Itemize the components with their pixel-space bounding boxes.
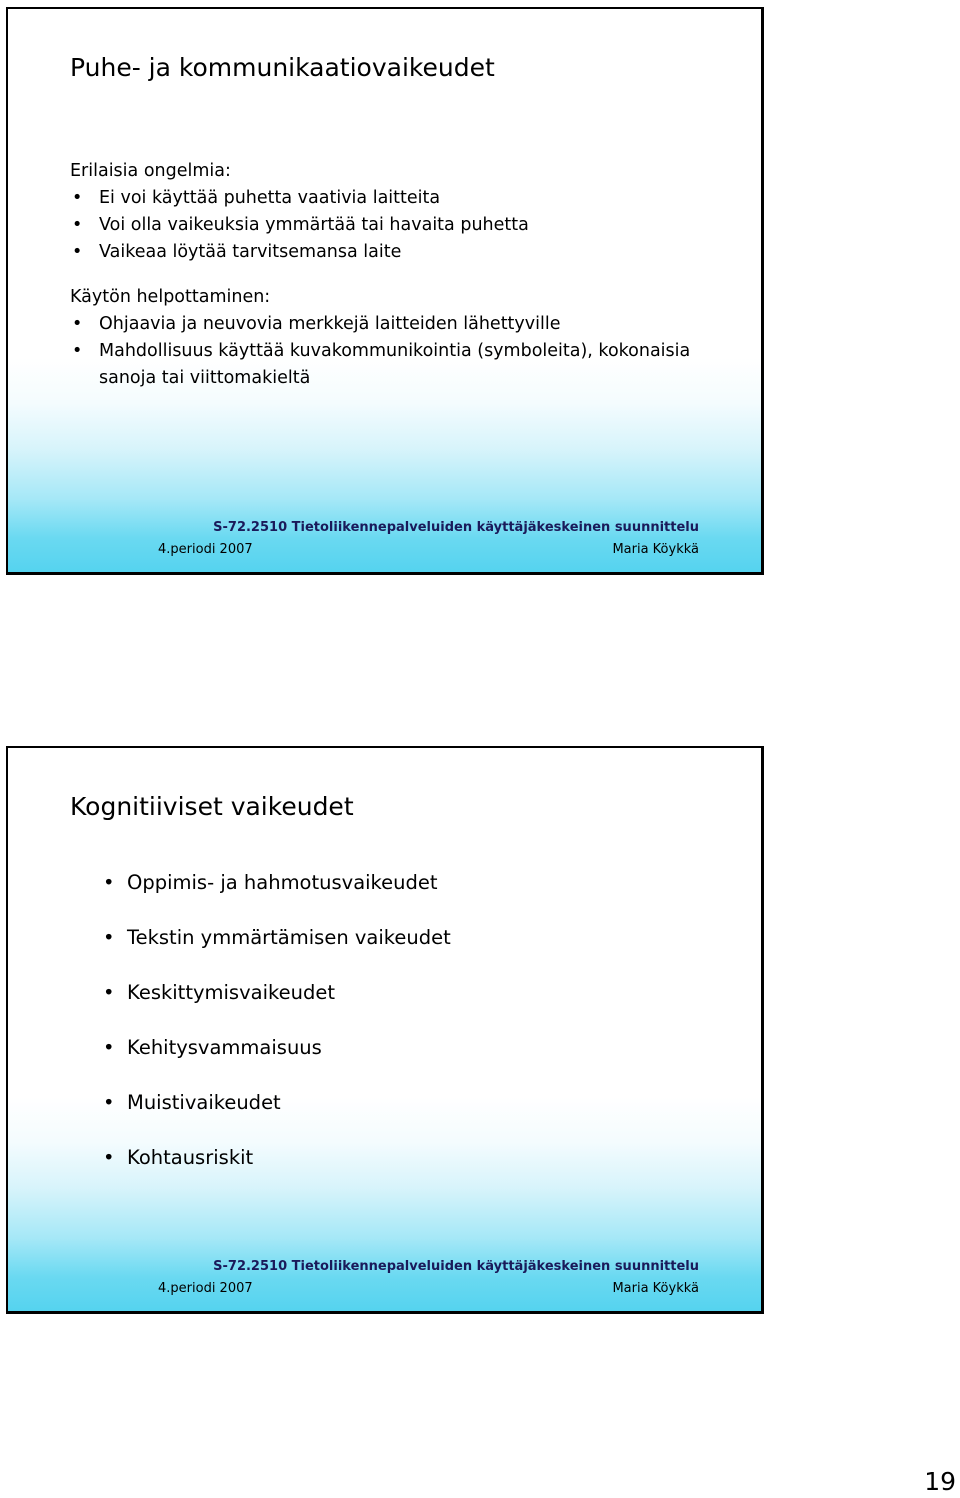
page-number: 19	[924, 1467, 956, 1496]
list-item-text: Mahdollisuus käyttää kuvakommunikointia (symboleita), kokonaisia sanoja tai viittomakieltä	[99, 341, 691, 388]
list-item	[70, 185, 750, 212]
bullet-icon: •	[103, 871, 115, 894]
section-heading: Erilaisia ongelmia:	[70, 161, 231, 181]
footer-author: Maria Köykkä	[612, 1281, 699, 1296]
slide-body	[70, 158, 750, 392]
list-item-text: Kohtausriskit	[127, 1146, 254, 1169]
list-item	[70, 311, 750, 338]
bullet-icon: •	[103, 1146, 115, 1169]
footer-course: S-72.2510 Tietoliikennepalveluiden käyttäjäkeskeinen suunnittelu	[213, 520, 699, 535]
footer-author: Maria Köykkä	[612, 542, 699, 557]
list-item	[70, 239, 750, 266]
bullet-icon: •	[72, 242, 83, 262]
footer-period: 4.periodi 2007	[158, 1281, 253, 1296]
slide-1	[6, 7, 764, 575]
list-item-text: Kehitysvammaisuus	[127, 1036, 322, 1059]
slide-title: Kognitiiviset vaikeudet	[70, 792, 354, 821]
bullet-icon: •	[103, 1091, 115, 1114]
list-item-text: Ohjaavia ja neuvovia merkkejä laitteiden lähettyville	[99, 314, 561, 334]
list-item-text: Voi olla vaikeuksia ymmärtää tai havaita puhetta	[99, 215, 529, 235]
list-item-text: Tekstin ymmärtämisen vaikeudet	[127, 926, 451, 949]
bullet-icon: •	[72, 314, 83, 334]
bullet-list	[103, 868, 451, 1198]
footer-course: S-72.2510 Tietoliikennepalveluiden käyttäjäkeskeinen suunnittelu	[213, 1259, 699, 1274]
list-item	[103, 923, 451, 978]
bullet-list	[70, 311, 750, 392]
list-item-text: Vaikeaa löytää tarvitsemansa laite	[99, 242, 402, 262]
list-item-text: Muistivaikeudet	[127, 1091, 281, 1114]
list-item	[103, 1033, 451, 1088]
footer-period: 4.periodi 2007	[158, 542, 253, 557]
slide-title: Puhe- ja kommunikaatiovaikeudet	[70, 53, 495, 82]
list-item	[103, 1143, 451, 1198]
list-item	[103, 868, 451, 923]
bullet-icon: •	[103, 981, 115, 1004]
bullet-icon: •	[103, 926, 115, 949]
list-item	[103, 978, 451, 1033]
list-item	[70, 338, 750, 392]
list-item	[70, 212, 750, 239]
list-item-text: Keskittymisvaikeudet	[127, 981, 335, 1004]
list-item-text: Oppimis- ja hahmotusvaikeudet	[127, 871, 438, 894]
bullet-icon: •	[72, 215, 83, 235]
bullet-icon: •	[72, 341, 83, 361]
slide-2	[6, 746, 764, 1314]
list-item-text: Ei voi käyttää puhetta vaativia laitteita	[99, 188, 441, 208]
bullet-list	[70, 185, 750, 266]
section-heading: Käytön helpottaminen:	[70, 287, 271, 307]
bullet-icon: •	[72, 188, 83, 208]
bullet-icon: •	[103, 1036, 115, 1059]
list-item	[103, 1088, 451, 1143]
